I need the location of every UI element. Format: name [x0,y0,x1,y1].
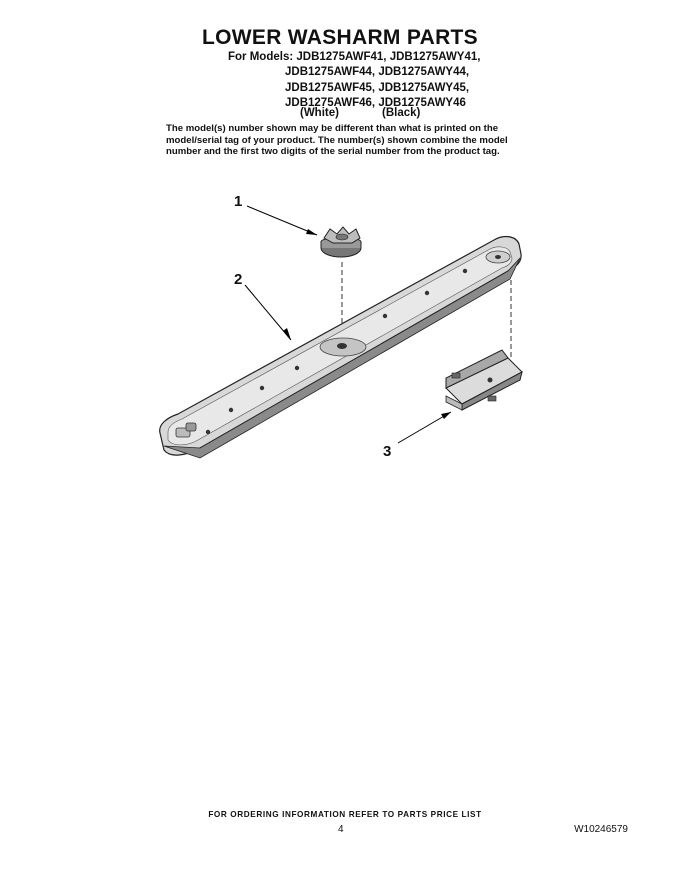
leader-arrow-3 [441,412,451,419]
page-title: LOWER WASHARM PARTS [202,26,478,49]
lower-washarm [160,237,521,458]
page-number: 4 [338,824,344,835]
document-number: W10246579 [574,824,628,835]
callout-2: 2 [234,271,243,288]
color-white-label: (White) [300,107,339,119]
ordering-info: FOR ORDERING INFORMATION REFER TO PARTS PRICE LIST [208,810,482,819]
leader-line-1 [247,206,317,235]
model-number-note: The model(s) number shown may be different than what is printed on the model/serial tag of your product. The number(s) shown combine the model number and the first two digits of the serial number from the product tag. [166,123,508,158]
callout-3: 3 [383,443,392,460]
model-line-2: JDB1275AWF44, JDB1275AWY44, [285,66,470,79]
washarm-hub [321,227,361,257]
model-line-4: JDB1275AWF46, JDB1275AWY46 [285,97,466,110]
washarm-clip [446,350,522,410]
models-prefix: For Models: [228,51,297,63]
color-black-label: (Black) [382,107,421,119]
model-line-1: JDB1275AWF41, JDB1275AWY41, [296,51,481,63]
model-line-3: JDB1275AWF45, JDB1275AWY45, [285,81,470,94]
leader-arrow-1 [306,229,317,235]
callout-1: 1 [234,193,243,210]
leader-arrow-2 [283,328,291,340]
